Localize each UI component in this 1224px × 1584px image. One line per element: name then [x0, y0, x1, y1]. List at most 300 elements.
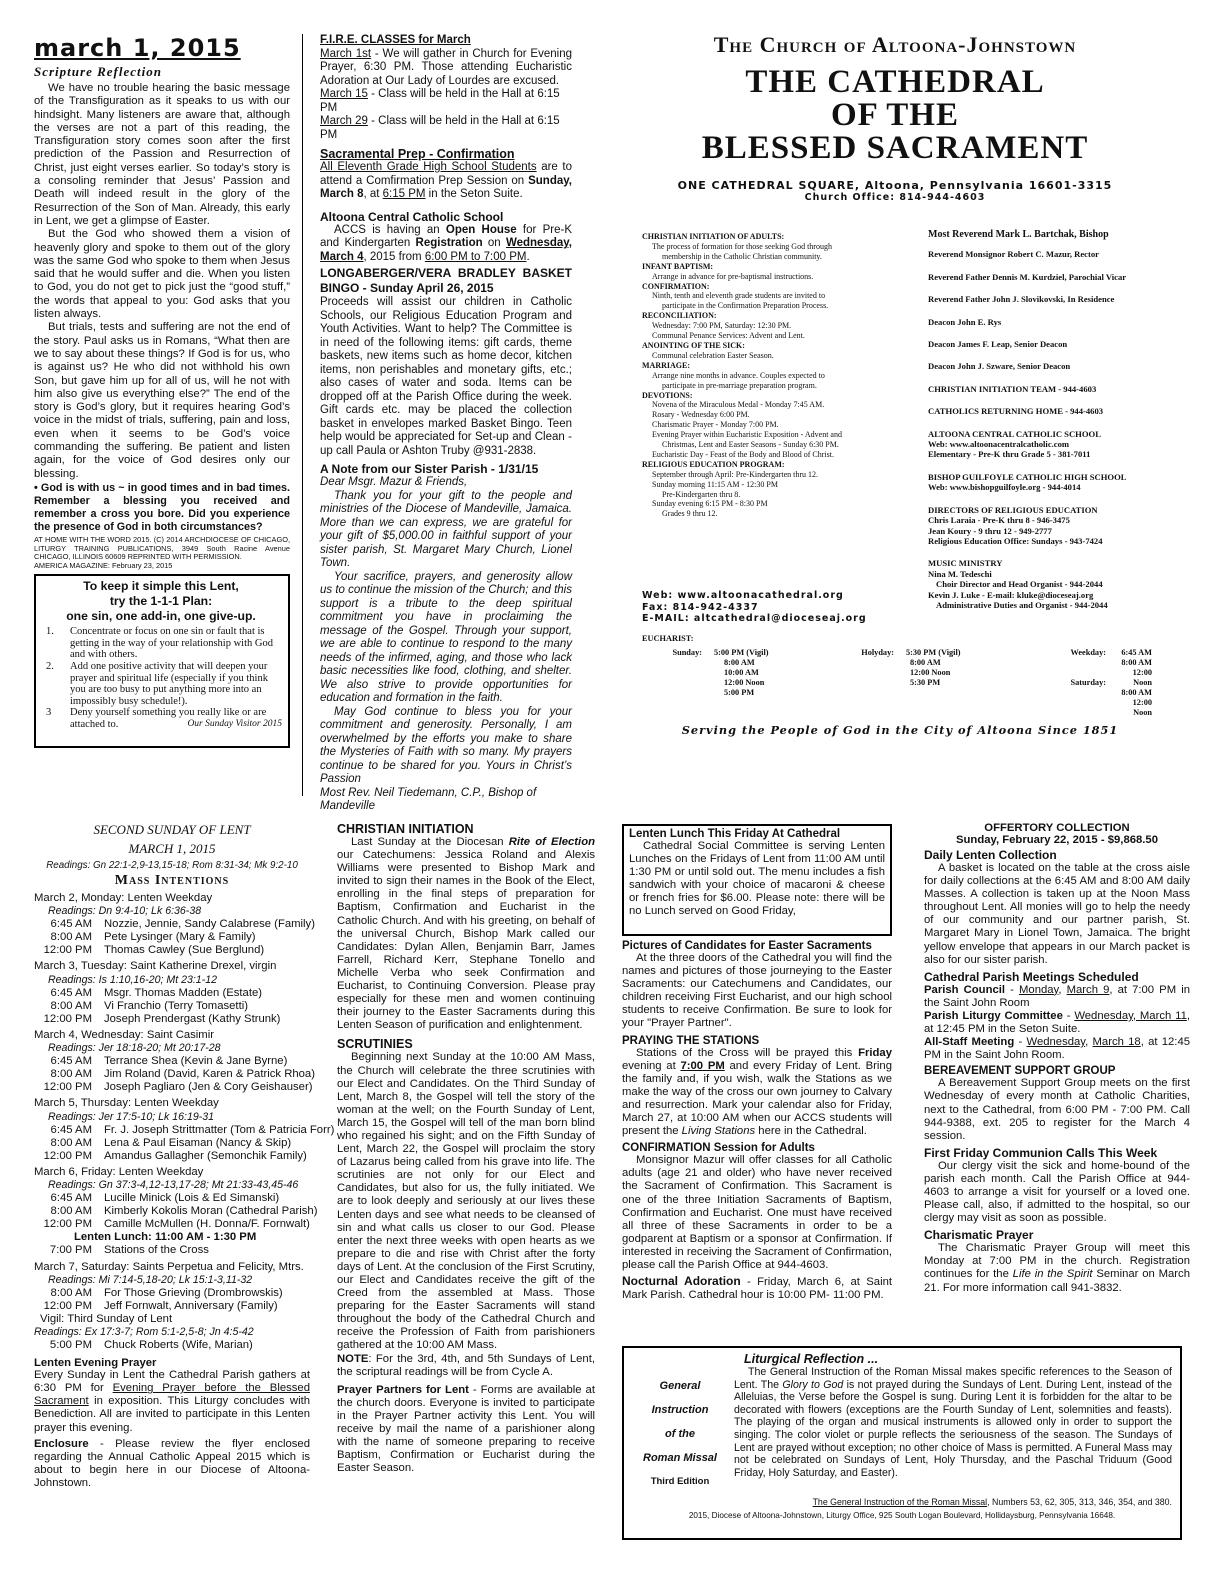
sacrament-detail: Communal celebration Easter Season. — [652, 350, 774, 360]
eucharist-holyday-label: Holyday: — [861, 648, 894, 657]
clergy-entry: Web: www.bishopguilfoyle.org - 944-4014 — [928, 482, 1081, 493]
mass-readings: Readings: Gn 37:3-4,12-13,17-28; Mt 21:33-43,45-46 — [48, 1178, 299, 1191]
clergy-entry: Deacon John E. Rys — [928, 316, 1002, 327]
offertory-title: OFFERTORY COLLECTION — [984, 822, 1130, 834]
daily-collection-text: A basket is located on the table at the cross aisle for daily collections at the 6:45 AM and 8:00 AM daily Masses. A collection is taken up at the Noon Mass throughout Lent. All monies will go to help the needy of our community and our partner parish, St. Margaret Mary in Lionel Town, Jamaica. The bright yellow envelope that appears in our March packet is also for our sister parish. — [924, 862, 1190, 966]
clergy-directory — [928, 230, 1188, 630]
accs-text: for Pre-K and Kindergarten — [320, 223, 572, 249]
mass-day: March 3, Tuesday: Saint Katherine Drexel, virgin — [34, 960, 277, 973]
mass-intention-name: Kimberly Kokolis Moran (Cathedral Parish) — [104, 1205, 318, 1218]
plan-num: 2. — [46, 661, 54, 673]
mass-intentions-column — [34, 822, 335, 1542]
mass-intention-name: Fr. J. Joseph Strittmatter (Tom & Patricia Forr) — [104, 1123, 335, 1136]
events-column — [622, 824, 892, 1344]
meeting-text: March 9 — [1066, 983, 1110, 996]
mass-intention-name: Joseph Pagliaro (Jen & Cory Geishauser) — [104, 1081, 313, 1094]
eucharist-time: 12:00 Noon — [1132, 698, 1152, 717]
sacrament-heading: ANOINTING OF THE SICK: — [642, 340, 745, 350]
sacrament-detail: Arrange in advance for pre-baptismal instructions. — [652, 271, 814, 281]
meeting-text: - — [1062, 1009, 1075, 1022]
stations-text: 7:00 PM — [680, 1059, 725, 1072]
sacrament-detail: Sunday morning 11:15 AM - 12:30 PM — [652, 479, 778, 489]
scripture-credit-2: AMERICA MAGAZINE: February 23, 2015 — [34, 560, 173, 570]
mass-intention — [34, 1068, 315, 1081]
plan-line-1: To keep it simple this Lent, — [83, 579, 239, 594]
liturgical-footer: 2015, Diocese of Altoona-Johnstown, Liturgy Office, 925 South Logan Boulevard, Hollidaysburg, Pennsylvania 16648. — [688, 1511, 1116, 1520]
meeting-text: , — [1085, 1036, 1093, 1049]
enclosure-text: - Please review the flyer enclosed regarding the Annual Catholic Appeal 2015 which is about to begin here in our Diocese of Altoona-Johnstown. — [34, 1437, 310, 1489]
girm-edition: Third Edition — [650, 1476, 710, 1487]
fire-date: March 1st — [320, 47, 372, 60]
eucharist-saturday-times — [1114, 688, 1152, 718]
sacrament-detail: participate in the Confirmation Preparation Process. — [662, 301, 829, 311]
mass-time: 8:00 AM — [50, 999, 92, 1012]
partners-title: Prayer Partners for Lent — [337, 1383, 469, 1396]
eucharist-sunday-times — [714, 648, 834, 718]
girm-label: of the — [665, 1428, 695, 1440]
eucharist-time: 8:00 AM — [1121, 658, 1152, 667]
meeting-text: Parish Liturgy Committee — [924, 1009, 1063, 1022]
clergy-bishop: Most Reverend Mark L. Bartchak, Bishop — [928, 229, 1109, 240]
ci-text: Rite of Election — [508, 836, 595, 848]
eucharist-weekday-label: Weekday: — [1070, 648, 1106, 657]
sacrament-heading: CHRISTIAN INITIATION OF ADULTS: — [642, 232, 785, 241]
mass-intention-name: Nozzie, Jennie, Sandy Calabrese (Family) — [104, 918, 315, 931]
sacrament-detail: Ninth, tenth and eleventh grade students are invited to — [652, 291, 826, 301]
sacrament-detail: Wednesday: 7:00 PM, Saturday: 12:30 PM. — [652, 321, 792, 331]
mass-time: 12:00 PM — [43, 944, 92, 957]
mass-intention-name: Lucille Minick (Lois & Ed Simanski) — [104, 1192, 280, 1205]
scripture-credit: AT HOME WITH THE WORD 2015. (C) 2014 ARCHDIOCESE OF CHICAGO, LITURGY TRAINING PUBLICATIONS, 3949 South Racine Avenue CHICAGO, ILLINOIS 60609 REPRINTED WITH PERMISSION. — [34, 534, 290, 562]
eucharist-sunday-label: Sunday: — [672, 648, 702, 657]
bingo-title: LONGABERGER/VERA BRADLEY BASKET BINGO - Sunday April 26, 2015 — [320, 266, 572, 295]
daily-collection-title: Daily Lenten Collection — [924, 848, 1057, 862]
sacrament-detail: membership in the Catholic Christian community. — [662, 251, 822, 261]
mass-time: 6:45 AM — [50, 1192, 92, 1205]
mass-intention-name: Terrance Shea (Kevin & Jane Byrne) — [104, 1055, 288, 1068]
enclosure-label: Enclosure — [34, 1437, 89, 1450]
sacrament-heading: CONFIRMATION: — [642, 281, 710, 291]
mass-time: 12:00 PM — [43, 1149, 92, 1162]
mass-time: 6:45 AM — [50, 1055, 92, 1068]
mass-intention-name: Msgr. Thomas Madden (Estate) — [104, 986, 263, 999]
sacprep-text: , at — [363, 188, 383, 200]
mass-intention — [34, 944, 310, 957]
fire-date: March 29 — [320, 115, 368, 127]
mass-readings: Readings: Jer 17:5-10; Lk 16:19-31 — [48, 1110, 215, 1123]
mass-intention-name: Pete Lysinger (Mary & Family) — [104, 931, 256, 944]
mass-day: March 6, Friday: Lenten Weekday — [34, 1165, 204, 1178]
clergy-entry: MUSIC MINISTRY — [928, 558, 1003, 569]
mass-intention — [34, 1055, 310, 1068]
bingo-text: Proceeds will assist our children in Catholic Schools, our Religious Education Program and Youth Activities. Want to help? The Committee is in need of the following items: gift cards, theme baskets, new items such as home decor, kitchen items, non perishables and monetary gifts, etc.; also cases of water and soda. Items can be dropped off at the Parish Office during the week. Gift cards etc. may be placed the collection basket in envelopes marked Basket Bingo. Teen help would be appreciated for Set-up and Clean -up call Paula or Ashton Truby @931-2838. — [320, 296, 572, 457]
liturgical-text: is not prayed during the Sundays of Lent. During Lent, instead of the Alleluias, the Verse before the Gospel is sung. During Lent it is forbidden for the altar to be decorated with flowers (exceptions are the Fourth Sunday of Lent, solemnities and feasts). The playing of the organ and musical instruments is allowed only in order to support the singing. The color violet or purple reflects the seriousness of the season. The Sundays of Lent are prayed without exception; no other choice of Mass is permitted. A Funeral Mass may not be celebrated on Sundays of Lent, Holy Thursday, and the Paschal Triduum (Good Friday, Holy Saturday, and Easter). — [734, 1378, 1172, 1479]
fire-date: March 15 — [320, 88, 368, 100]
sacrament-heading: RECONCILIATION: — [642, 311, 717, 321]
mass-time: 12:00 PM — [43, 1299, 92, 1312]
mass-time: 5:00 PM — [49, 1339, 92, 1352]
serving-tagline: Serving the People of God in the City of Altoona Since 1851 — [681, 723, 1119, 737]
fire-text: - Class will be held in the Hall at 6:15 PM — [320, 88, 560, 114]
clergy-entry: CHRISTIAN INITIATION TEAM - 944-4603 — [928, 383, 1097, 394]
mass-intention — [34, 1137, 310, 1150]
mass-day: March 7, Saturday: Saints Perpetua and Felicity, Mtrs. — [34, 1260, 304, 1273]
meeting-text: March 18 — [1092, 1036, 1141, 1049]
mass-time: 8:00 AM — [50, 1136, 92, 1149]
sacrament-detail: participate in pre-marriage preparation program. — [662, 380, 817, 390]
meeting-text: , — [1058, 983, 1067, 996]
mass-intention — [34, 1339, 310, 1352]
lunch-title: Lenten Lunch This Friday At Cathedral — [629, 828, 841, 840]
ci-text: Last Sunday at the Diocesan — [351, 836, 509, 848]
mass-intention — [34, 931, 310, 944]
sacraments-list — [642, 232, 917, 612]
lent-readings: Readings: Gn 22:1-2,9-13,15-18; Rom 8:31-34; Mk 9:2-10 — [46, 860, 298, 871]
stations-text: and every Friday of Lent. Bring the family and, if you wish, walk the Stations as we make the way of the cross our own journey to Calvary and resurrection. Mark your calendar also for Friday, March 27, at 10:00 AM when our ACCS students will present the — [622, 1059, 892, 1138]
charismatic-title: Charismatic Prayer — [924, 1228, 1034, 1243]
nocturnal-text: - Friday, March 6, at Saint Mark Parish. Cathedral hour is 10:00 PM- 11:00 PM. — [622, 1276, 892, 1302]
accs-text: Registration — [415, 237, 483, 249]
plan-num: 3 — [46, 707, 52, 719]
lenten-prayer-text: in exposition. This Liturgy concludes with Benediction. All are invited to participate in this Lenten prayer this evening. — [34, 1395, 310, 1434]
mass-time: 12:00 PM — [43, 1012, 92, 1025]
sister-signature: Most Rev. Neil Tiedemann, C.P., Bishop of Mandeville — [320, 786, 537, 812]
sacrament-detail: Communal Penance Services: Advent and Lent. — [652, 331, 805, 341]
sacrament-detail: Charismatic Prayer - Monday 7:00 PM. — [652, 420, 779, 430]
clergy-entry: Administrative Duties and Organist - 944-2044 — [936, 599, 1108, 610]
mass-time: 6:45 AM — [50, 918, 92, 931]
charismatic-text: Seminar on March 21. For more information call 941-3832. — [924, 1268, 1190, 1294]
eucharist-time: 5:00 PM — [724, 688, 755, 697]
plan-item: Deny yourself something you really like or are attached to. — [70, 707, 267, 731]
masthead-office: Church Office: 814-944-4603 — [804, 192, 986, 203]
scrutinies-text: Beginning next Sunday at the 10:00 AM Mass, the Church will celebrate the three scrutinies with our Elect and Candidates. On the Third Sunday of Lent, March 8, the Gospel will tell the story of the woman at the well; on the Fourth Sunday of Lent, March 15, the Gospel will tell of the man born blind who regained his sight; and on the Fifth Sunday of Lent, March 22, the Gospel will proclaim the story of Lazarus being called from his grave into life. The scrutinies are not only for our Elect and Candidates, but also for us, the fully initiated. We are to look deeply and seriously at our lives these Lenten days and see what needs to be cleansed of sin and what calls us closer to our God. Please enter the next three weeks with open hearts as we prepare to die and rise with Christ after the forty days of Lent. At the conclusion of the First Scrutiny, our Elect and Candidates receive the gift of the Creed from the assembled at Mass. Those preparing for the Easter Sacraments will stand throughout the body of the Cathedral Church and receive the Profession of Faith from parishioners gathered at the 10:00 AM Mass. — [337, 1051, 595, 1352]
mass-readings: Readings: Ex 17:3-7; Rom 5:1-2,5-8; Jn 4:5-42 — [34, 1326, 254, 1338]
bereavement-title: BEREAVEMENT SUPPORT GROUP — [924, 1065, 1116, 1078]
accs-title: Altoona Central Catholic School — [320, 209, 504, 224]
accs-text: . — [526, 250, 530, 263]
eucharist-time: 8:00 AM — [1121, 688, 1152, 697]
mass-intention-name: Vi Franchio (Terry Tomasetti) — [104, 999, 248, 1012]
sacrament-detail: Christmas, Lent and Easter Seasons - Sunday 6:30 PM. — [662, 440, 839, 450]
sacrament-detail: Evening Prayer within Eucharistic Exposition - Advent and — [652, 430, 842, 440]
charismatic-text: Life in the Spirit — [1012, 1268, 1093, 1281]
clergy-entry: Reverend Monsignor Robert C. Mazur, Rector — [928, 249, 1099, 260]
meeting-text: Monday — [1019, 983, 1059, 996]
offertory-amount: Sunday, February 22, 2015 - $9,868.50 — [956, 834, 1158, 846]
scripture-column — [34, 34, 290, 794]
mass-time: 12:00 PM — [43, 1218, 92, 1231]
eucharist-holyday-times — [906, 648, 1036, 718]
scripture-bullet: • God is with us ~ in good times and in bad times. Remember a blessing you received and remember a cross you bore. Did you experience the presence of God in both circumstances? — [34, 481, 290, 533]
clergy-entry: Nina M. Tedeschi — [928, 568, 992, 579]
charismatic-text: The Charismatic Prayer Group will meet this Monday at 7:00 PM in the church. Registration continues for the — [924, 1242, 1190, 1281]
eucharist-weekday-times — [1114, 648, 1152, 688]
eucharist-schedule — [642, 634, 1162, 717]
clergy-entry: Religious Education Office: Sundays - 943-7424 — [928, 535, 1103, 546]
sacprep-text: are to attend a Comfirmation Prep Session on — [320, 161, 572, 187]
sacrament-heading: MARRIAGE: — [642, 360, 690, 370]
pictures-text: At the three doors of the Cathedral you will find the names and pictures of those journeying to the Easter Sacraments: our Catechumens and Candidates, our children receiving First Eucharist, and our high school students to receive Confirmation. Be sure to look for your "Prayer Partner". — [622, 952, 892, 1030]
accs-text: 6:00 PM to 7:00 PM — [424, 250, 527, 263]
mass-intention — [34, 1192, 310, 1205]
plan-item: Add one positive activity that will deepen your prayer and spiritual life (especially if you think you are too busy to put anything more into an impossibly busy schedule!). — [70, 661, 268, 707]
masthead-church: The Church of Altoona-Johnstown — [713, 32, 1077, 57]
clergy-entry: DIRECTORS OF RELIGIOUS EDUCATION — [928, 504, 1098, 515]
sister-para: Thank you for your gift to the people and ministries of the Diocese of Mandeville, Jamaica. More than we can express, we are grateful for your gift of $5,000.00 in faithful support of your sister parish, St. Margaret Mary Church, Lionel Town. — [320, 489, 572, 569]
mass-intention-name: Camille McMullen (H. Donna/F. Fornwalt) — [104, 1218, 310, 1231]
sacrament-heading: RELIGIOUS EDUCATION PROGRAM: — [642, 459, 785, 469]
plan-num: 1. — [46, 626, 54, 638]
clergy-entry: Reverend Father John J. Slovikovski, In Residence — [928, 294, 1115, 305]
stations-text: Living Stations — [681, 1125, 756, 1138]
mass-readings: Readings: Is 1:10,16-20; Mt 23:1-12 — [48, 973, 218, 986]
liturgical-ref: , Numbers 53, 62, 305, 313, 346, 354, and 380. — [987, 1497, 1172, 1507]
masthead-title: BLESSED SACRAMENT — [701, 130, 1089, 166]
first-friday-title: First Friday Communion Calls This Week — [924, 1145, 1158, 1160]
mass-intention — [34, 1205, 318, 1218]
meeting-text: Parish Council — [924, 983, 1006, 996]
mass-time: 8:00 AM — [50, 1068, 92, 1081]
mass-time: 12:00 PM — [43, 1081, 92, 1094]
mass-intention — [34, 918, 315, 931]
mass-time: 6:45 AM — [50, 986, 92, 999]
sacrament-detail: Arrange nine months in advance. Couples expected to — [652, 370, 825, 380]
liturgical-ref: The General Instruction of the Roman Missal — [812, 1497, 988, 1507]
mass-intention-name: Lena & Paul Eisaman (Nancy & Skip) — [104, 1136, 292, 1149]
mass-intention-name: Jeff Fornwalt, Anniversary (Family) — [104, 1299, 278, 1312]
accs-text: ACCS is having an — [334, 223, 446, 236]
mass-intention-name: Jim Roland (David, Karen & Patrick Rhoa) — [104, 1068, 315, 1081]
sacprep-text: All Eleventh Grade High School Students — [320, 161, 537, 173]
meeting-text: , at 7:00 PM in the Saint John Room — [924, 983, 1190, 1009]
sacrament-detail: The process of formation for those seeking God through — [652, 241, 832, 251]
mass-intention-name: Joseph Prendergast (Kathy Strunk) — [104, 1012, 281, 1025]
sister-parish-title: A Note from our Sister Parish - 1/31/15 — [320, 462, 539, 476]
mass-time: 8:00 AM — [50, 931, 92, 944]
bereavement-text: A Bereavement Support Group meets on the first Wednesday of every month at Catholic Charities, next to the Cathedral, from 6:00 PM - 7:00 PM. Call 944-9388, ext. 205 to register for the March 4 session. — [924, 1077, 1190, 1142]
confirmation-title: CONFIRMATION Session for Adults — [622, 1142, 815, 1155]
pictures-title: Pictures of Candidates for Easter Sacraments — [622, 940, 872, 952]
contact-fax: Fax: 814-942-4337 — [642, 601, 759, 613]
clergy-entry: Choir Director and Head Organist - 944-2044 — [936, 579, 1103, 590]
mass-intention — [34, 987, 310, 1000]
mass-intention-name: Stations of the Cross — [104, 1244, 209, 1257]
eucharist-saturday-label: Saturday: — [1070, 678, 1106, 687]
contact-info — [642, 590, 922, 632]
sacrament-detail: Pre-Kindergarten thru 8. — [662, 489, 741, 499]
initiation-column — [337, 822, 595, 1542]
mass-intention — [34, 1123, 335, 1137]
clergy-entry: Chris Laraia - Pre-K thru 8 - 946-3475 — [928, 515, 1070, 526]
sacprep-text: Sunday, March 8 — [320, 174, 572, 200]
bulletin-date: march 1, 2015 — [34, 34, 241, 62]
eucharist-time: 8:00 AM — [910, 658, 941, 667]
lenten-prayer-text: Every Sunday in Lent the Cathedral Parish gathers at 6:30 PM for — [34, 1369, 310, 1395]
mass-intention — [34, 1081, 313, 1094]
mass-time: 8:00 AM — [50, 1286, 92, 1299]
meeting-text: , at 12:45 PM in the Seton Suite. — [924, 1009, 1190, 1036]
plan-item: Concentrate or focus on one sin or fault that is getting in the way of your relationship with God and with others. — [70, 626, 273, 661]
mass-vigil: Vigil: Third Sunday of Lent — [40, 1312, 173, 1325]
eucharist-time: 5:00 PM (Vigil) — [714, 648, 769, 657]
clergy-entry: Reverend Father Dennis M. Kurdziel, Parochial Vicar — [928, 271, 1127, 282]
meeting-text: Wednesday, March 11 — [1074, 1009, 1187, 1022]
ci-text: our Catechumens: Jessica Roland and Alexis Williams were presented to Bishop Mark and invited to sign their names in the Book of the Elect, enrolling in the final steps of preparation for Baptism, Confirmation and Eucharist in the Catholic Church. And with his greeting, on behalf of the universal Church, Bishop Mark called our Candidates: Dylan Allen, Benjamin Barr, James Farrell, Richard Kerr, Stephane Tonello and Michelle Verba who seek Confirmation and Eucharist, to Continuing Conversion. Please pray especially for these men and women continuing their journey to the Easter Sacraments during this Lenten Season of purification and enlightenment. — [337, 849, 595, 1032]
lent-date: MARCH 1, 2015 — [128, 841, 216, 856]
liturgical-title: Liturgical Reflection ... — [744, 1352, 879, 1366]
mass-intention-name: Amandus Gallagher (Semonchik Family) — [104, 1149, 307, 1162]
masthead — [600, 32, 1190, 212]
girm-label: Roman Missal — [643, 1452, 717, 1464]
liturgical-text: Glory to God — [782, 1378, 844, 1391]
contact-web: Web: www.altoonacathedral.org — [642, 590, 844, 601]
mass-intentions-title: Mass Intentions — [114, 873, 230, 888]
mass-readings: Readings: Dn 9:4-10; Lk 6:36-38 — [48, 905, 202, 918]
clergy-entry: Deacon John J. Szware, Senior Deacon — [928, 361, 1071, 372]
scripture-reflection-title: Scripture Reflection — [34, 64, 162, 79]
accs-text: on — [482, 237, 506, 249]
fire-text: - We will gather in Church for Evening Prayer, 6:30 PM. Those attending Eucharistic Adoration at Our Lady of Lourdes are excused. — [320, 47, 572, 87]
mass-time: 6:45 AM — [50, 1123, 92, 1136]
meeting-text: - — [1005, 983, 1019, 996]
mass-lunch-note: Lenten Lunch: 11:00 AM - 1:30 PM — [74, 1231, 257, 1244]
stations-text: Friday — [858, 1046, 892, 1059]
mass-day: March 2, Monday: Lenten Weekday — [34, 892, 213, 904]
contact-email: E-MAIL: altcathedral@dioceseaj.org — [642, 613, 867, 624]
mass-intention-name: For Those Grieving (Drombrowskis) — [104, 1286, 283, 1299]
eucharist-time: 8:00 AM — [724, 658, 755, 667]
sacrament-detail: Rosary - Wednesday 6:00 PM. — [652, 410, 750, 420]
sacrament-detail: September through April: Pre-Kindergarten thru 12. — [652, 469, 819, 479]
lent-title: SECOND SUNDAY OF LENT — [93, 822, 251, 837]
sacrament-detail: Grades 9 thru 12. — [662, 509, 718, 519]
lunch-text: Cathedral Social Committee is serving Lenten Lunches on the Fridays of Lent from 11:00 AM until 1:30 PM or until sold out. The menu includes a fish sandwich with your choice of macaroni & cheese or french fries for $6.00. Please note: there will be no Lunch served on Good Friday, — [629, 840, 885, 918]
eucharist-time: 5:30 PM (Vigil) — [906, 648, 961, 657]
plan-line-3: one sin, one add-in, one give-up. — [66, 609, 256, 624]
offertory-column — [924, 822, 1190, 1342]
meeting-text: - — [1014, 1036, 1027, 1049]
eucharist-time: 5:30 PM — [910, 678, 941, 687]
meetings-title: Cathedral Parish Meetings Scheduled — [924, 969, 1139, 984]
accs-text: Open House — [445, 223, 517, 236]
mass-readings: Readings: Mi 7:14-5,18-20; Lk 15:1-3,11-32 — [48, 1273, 253, 1286]
clergy-entry: ALTOONA CENTRAL CATHOLIC SCHOOL — [928, 428, 1101, 439]
mass-readings: Readings: Jer 18:18-20; Mt 20:17-28 — [48, 1042, 221, 1055]
stations-text: here in the Cathedral. — [755, 1125, 867, 1138]
scripture-para: But trials, tests and suffering are not the end of the story. Paul asks us in Romans, “What then are we to say about these things? If God is for us, who is against us? He who did not withhold his own Son, but gave him up for all of us, will he not with him also give us everything else?” The end of the story is God’s glory, but it requires hearing God’s voice in the midst of trials, suffering, pain and loss, even when it seems to be God’s voice commanding the suffering. Be patient and listen again, for the voice of God desires only our blessing. — [34, 321, 290, 480]
sacrament-heading: INFANT BAPTISM: — [642, 261, 714, 271]
clergy-entry: CATHOLICS RETURNING HOME - 944-4603 — [928, 406, 1104, 417]
scrutinies-title: SCRUTINIES — [337, 1037, 413, 1052]
masthead-address: ONE CATHEDRAL SQUARE, Altoona, Pennsylvania 16601-3315 — [677, 179, 1113, 192]
sacprep-text: in the Seton Suite. — [425, 188, 523, 200]
accs-text: Wednesday, March 4 — [320, 237, 572, 263]
sacprep-title: Sacramental Prep - Confirmation — [320, 147, 515, 161]
mass-intention-name: Thomas Cawley (Sue Berglund) — [104, 944, 265, 957]
eucharist-time: 6:45 AM — [1121, 648, 1152, 657]
eucharist-time: 10:00 AM — [724, 668, 759, 677]
clergy-entry: Elementary - Pre-K thru Grade 5 - 381-7011 — [928, 449, 1091, 460]
clergy-entry: Kevin J. Luke - E-mail: kluke@dioceseaj.org — [928, 589, 1094, 600]
mass-intention — [34, 1300, 310, 1313]
sacprep-text: 6:15 PM — [382, 188, 426, 200]
mass-intention — [34, 1287, 310, 1300]
partners-text: - Forms are available at the church doors. Everyone is invited to participate in the Prayer Partner activity this Lent. You will receive by mail the name of a parishioner along with the name of someone preparing to receive Baptism, Confirmation or Eucharist during the Easter Season. — [337, 1383, 595, 1475]
mass-day: March 5, Thursday: Lenten Weekday — [34, 1097, 219, 1110]
stations-title: PRAYING THE STATIONS — [622, 1034, 760, 1047]
sister-salute: Dear Msgr. Mazur & Friends, — [320, 476, 468, 488]
accs-text: , 2015 from — [363, 250, 425, 263]
girm-label: General — [659, 1380, 701, 1392]
sacrament-detail: Novena of the Miraculous Medal - Monday 7:45 AM. — [652, 400, 825, 410]
clergy-entry: Jean Koury - 9 thru 12 - 949-2777 — [928, 525, 1052, 536]
sacrament-detail: Sunday evening 6:15 PM - 8:30 PM — [652, 499, 768, 509]
fire-title: F.I.R.E. CLASSES for March — [320, 34, 471, 46]
scrutinies-note-label: NOTE — [337, 1352, 369, 1365]
masthead-title: OF THE — [831, 97, 959, 133]
mass-intention — [34, 1218, 310, 1231]
clergy-entry: BISHOP GUILFOYLE CATHOLIC HIGH SCHOOL — [928, 471, 1127, 482]
sacrament-heading: DEVOTIONS: — [642, 390, 693, 400]
eucharist-label: EUCHARIST: — [642, 634, 694, 643]
meeting-text: All-Staff Meeting — [924, 1036, 1015, 1049]
confirmation-text: Monsignor Mazur will offer classes for all Catholic adults (age 21 and older) who have never received the Sacrament of Confirmation. This Sacrament is one of the three Initiation Sacraments of Baptism, Confirmation and Eucharist. One must have received all three of these Sacraments in order to be a godparent at Baptism or a sponsor at Confirmation. If interested in receiving the Sacrament of Confirmation, please call the Parish Office at 944-4603. — [622, 1154, 892, 1271]
plan-source: Our Sunday Visitor 2015 — [187, 719, 282, 730]
eucharist-time: 12:00 Noon — [910, 668, 951, 677]
girm-label: Instruction — [651, 1404, 709, 1416]
eucharist-time: 12:00 Noon — [1132, 668, 1152, 687]
plan-line-2: try the 1-1-1 Plan: — [109, 594, 213, 609]
scripture-para: But the God who showed them a vision of heavenly glory and spoke to them out of the glory was the same God who spoke to them when Jesus said that he would suffer and die. When you listen to God, you do not get to pick just the “good stuff,” the words that appeal to you: God asks that you listen always. — [34, 228, 290, 321]
mass-intention — [34, 1150, 310, 1163]
nocturnal-title: Nocturnal Adoration — [622, 1274, 741, 1289]
mass-intention — [34, 1244, 310, 1257]
masthead-title: THE CATHEDRAL — [745, 64, 1045, 100]
sister-para: May God continue to bless you for your commitment and generosity. Personally, I am overwhelmed by the efforts you make to share the Mysteries of Faith with so many. My prayers continue to be shared for you. Yours in Christ’s Passion — [320, 705, 572, 785]
eucharist-time: 12:00 Noon — [724, 678, 765, 687]
meeting-text: , at 12:45 PM in the Saint John Room. — [924, 1036, 1191, 1062]
mass-intention — [34, 1013, 310, 1026]
lenten-prayer-title: Lenten Evening Prayer — [34, 1357, 157, 1370]
liturgical-reflection-box — [622, 1346, 1182, 1540]
stations-text: Stations of the Cross will be prayed this — [636, 1046, 859, 1059]
ci-title: CHRISTIAN INITIATION — [337, 822, 474, 836]
mass-intentions-list — [34, 892, 335, 1352]
first-friday-text: Our clergy visit the sick and home-bound of the parish each month. Call the Parish Office at 944-4603 to arrange a visit for yourself or a loved one. Please call, also, if admitted to the hospital, so our clergy may visit as soon as possible. — [924, 1159, 1190, 1225]
mass-intention-name: Chuck Roberts (Wife, Marian) — [104, 1339, 253, 1352]
mass-day: March 4, Wednesday: Saint Casimir — [34, 1028, 214, 1041]
mass-time: 8:00 AM — [50, 1205, 92, 1218]
sacrament-detail: Eucharistic Day - Feast of the Body and Blood of Christ. — [652, 449, 834, 459]
column-divider — [302, 34, 303, 796]
scrutinies-note: : For the 3rd, 4th, and 5th Sundays of Lent, the scriptural readings will be from Cycle A. — [337, 1352, 595, 1378]
fire-text: - Class will be held in the Hall at 6:15 PM — [320, 115, 560, 141]
scripture-para: We have no trouble hearing the basic message of the Transfiguration as it speaks to us with our hindsight. Many listeners are aware that, although the verses are not a part of this reading, the Transfiguration story comes soon after the first prediction of the Passion and Resurrection of Christ, just eight verses earlier. So today’s story is a consoling reminder that Jesus’ Passion and Death will indeed result in the glory of the Resurrection of the Son of Man. Already, this early in Lent, we get a glimpse of Easter. — [34, 82, 290, 227]
mass-intention — [34, 1000, 310, 1013]
one-one-one-plan-box — [34, 574, 290, 748]
meeting-text: Wednesday — [1026, 1036, 1086, 1049]
mass-time: 7:00 PM — [49, 1244, 92, 1257]
clergy-entry: Web: www.altoonacentralcatholic.com — [928, 439, 1070, 450]
stations-text: evening at — [622, 1059, 681, 1072]
lenten-prayer-text: Evening Prayer before the Blessed Sacrament — [34, 1382, 310, 1408]
lenten-lunch-box — [622, 824, 892, 936]
liturgical-text: The General Instruction of the Roman Missal makes specific references to the Season of Lent. The — [734, 1366, 1172, 1391]
sister-para: Your sacrifice, prayers, and generosity allow us to continue the mission of the Church; and this support is a tribute to the deep spiritual commitment you have in proclaiming the message of the Gospel. Through your support, we are able to continue to respond to the many needs of the infirmed, aging, and those who lack basic necessities like food, clothing, and shelter. We also strive to provide opportunities for education and formation in the faith. — [320, 570, 572, 704]
clergy-entry: Deacon James F. Leap, Senior Deacon — [928, 339, 1068, 350]
announcements-column — [320, 34, 572, 812]
